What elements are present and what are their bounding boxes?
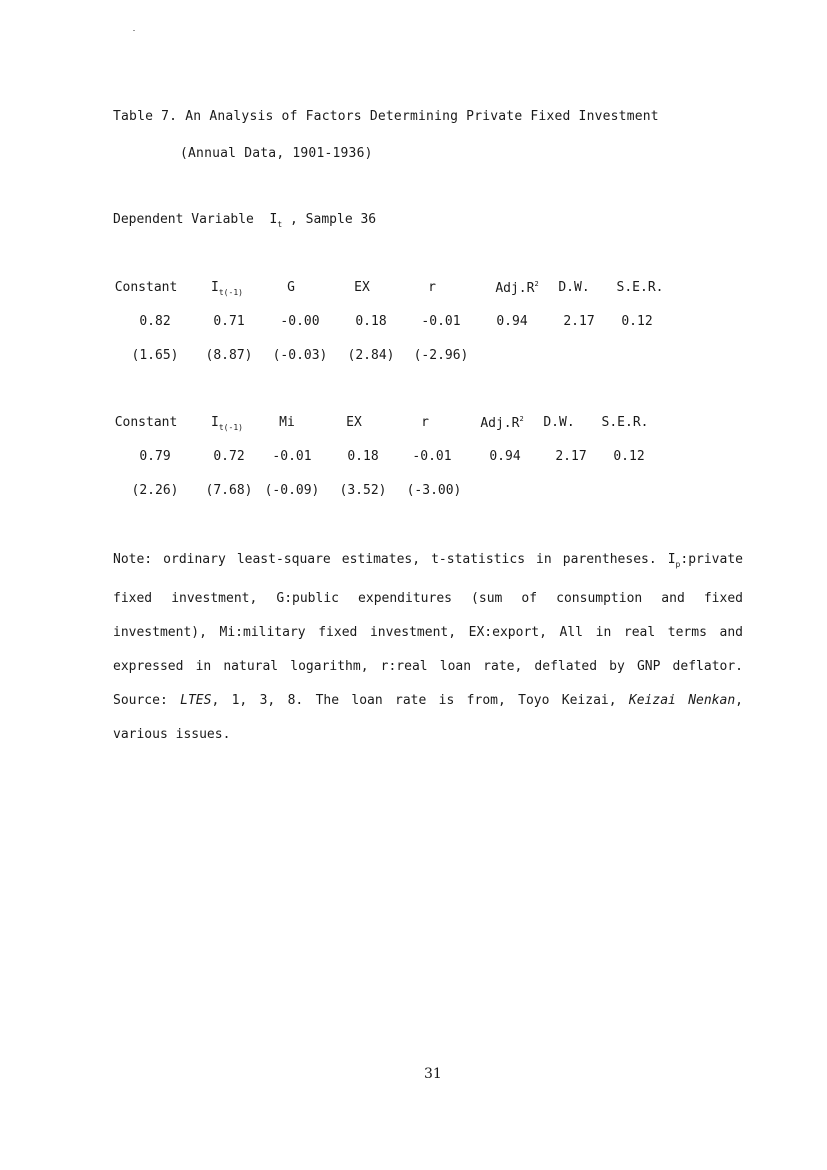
table-title: Table 7. An Analysis of Factors Determining Private Fixed Investment	[113, 109, 659, 124]
page-number: 31	[424, 1066, 442, 1082]
header-dw: D.W.	[558, 280, 590, 295]
table-subtitle: (Annual Data, 1901-1936)	[180, 146, 373, 161]
coef-lagged-investment: 0.71	[213, 314, 245, 329]
coef-ex: 0.18	[347, 449, 379, 464]
tstat-mi: (-0.09)	[264, 483, 320, 498]
coef-mi: -0.01	[272, 449, 312, 464]
header-lagged-investment: $I_{t(-1)}$	[211, 415, 243, 432]
table-note	[113, 543, 743, 752]
note-line-4: expressed in natural logarithm, r:real loan rate, deflated by GNP deflator.	[113, 659, 743, 674]
tstat-constant: (1.65)	[131, 348, 179, 363]
coef-constant: 0.82	[139, 314, 171, 329]
source-line: Source: LTES, 1, 3, 8. The loan rate is from, Toyo Keizai, Keizai Nenkan,	[113, 693, 743, 708]
dependent-variable-prefix: Dependent Variable	[113, 212, 254, 227]
dependent-variable-line	[113, 212, 376, 229]
value-ser: 0.12	[613, 449, 645, 464]
tstat-constant: (2.26)	[131, 483, 179, 498]
header-ser: S.E.R.	[616, 280, 664, 295]
value-adj-r2: 0.94	[489, 449, 521, 464]
scan-speck	[133, 30, 135, 31]
tstat-r: (-2.96)	[413, 348, 469, 363]
note-line-3: investment), Mi:military fixed investment, EX:export, All in real terms and	[113, 625, 743, 640]
tstat-g: (-0.03)	[272, 348, 328, 363]
tstat-ex: (3.52)	[339, 483, 387, 498]
coef-r: -0.01	[421, 314, 461, 329]
tstat-r: (-3.00)	[406, 483, 462, 498]
header-g: G	[287, 280, 295, 295]
coef-lagged-investment: 0.72	[213, 449, 245, 464]
header-lagged-investment: $I_{t(-1)}$	[211, 280, 243, 297]
note-line-1: Note: ordinary least-square estimates, t-statistics in parentheses. $I_p:private$	[113, 552, 743, 569]
value-ser: 0.12	[621, 314, 653, 329]
value-adj-r2: 0.94	[496, 314, 528, 329]
header-r: r	[421, 415, 429, 430]
sample-size: , Sample 36	[290, 212, 377, 227]
value-dw: 2.17	[563, 314, 595, 329]
tstat-lagged-investment: (8.87)	[205, 348, 253, 363]
dependent-variable-symbol: $I_t$	[269, 212, 283, 229]
header-dw: D.W.	[543, 415, 575, 430]
tstat-ex: (2.84)	[347, 348, 395, 363]
coef-constant: 0.79	[139, 449, 171, 464]
header-adj-r2: $Adj.R^2$	[480, 415, 524, 431]
note-line-6: various issues.	[113, 727, 231, 742]
header-constant: Constant	[114, 280, 178, 295]
tstat-lagged-investment: (7.68)	[205, 483, 253, 498]
value-dw: 2.17	[555, 449, 587, 464]
header-constant: Constant	[114, 415, 178, 430]
header-ex: EX	[354, 280, 370, 295]
coef-g: -0.00	[280, 314, 320, 329]
header-adj-r2: $Adj.R^2$	[495, 280, 539, 296]
header-r: r	[428, 280, 436, 295]
note-line-2: fixed investment, G:public expenditures (sum of consumption and fixed	[113, 591, 743, 606]
header-ser: S.E.R.	[601, 415, 649, 430]
coef-ex: 0.18	[355, 314, 387, 329]
header-mi: Mi	[279, 415, 295, 430]
coef-r: -0.01	[412, 449, 452, 464]
header-ex: EX	[346, 415, 362, 430]
